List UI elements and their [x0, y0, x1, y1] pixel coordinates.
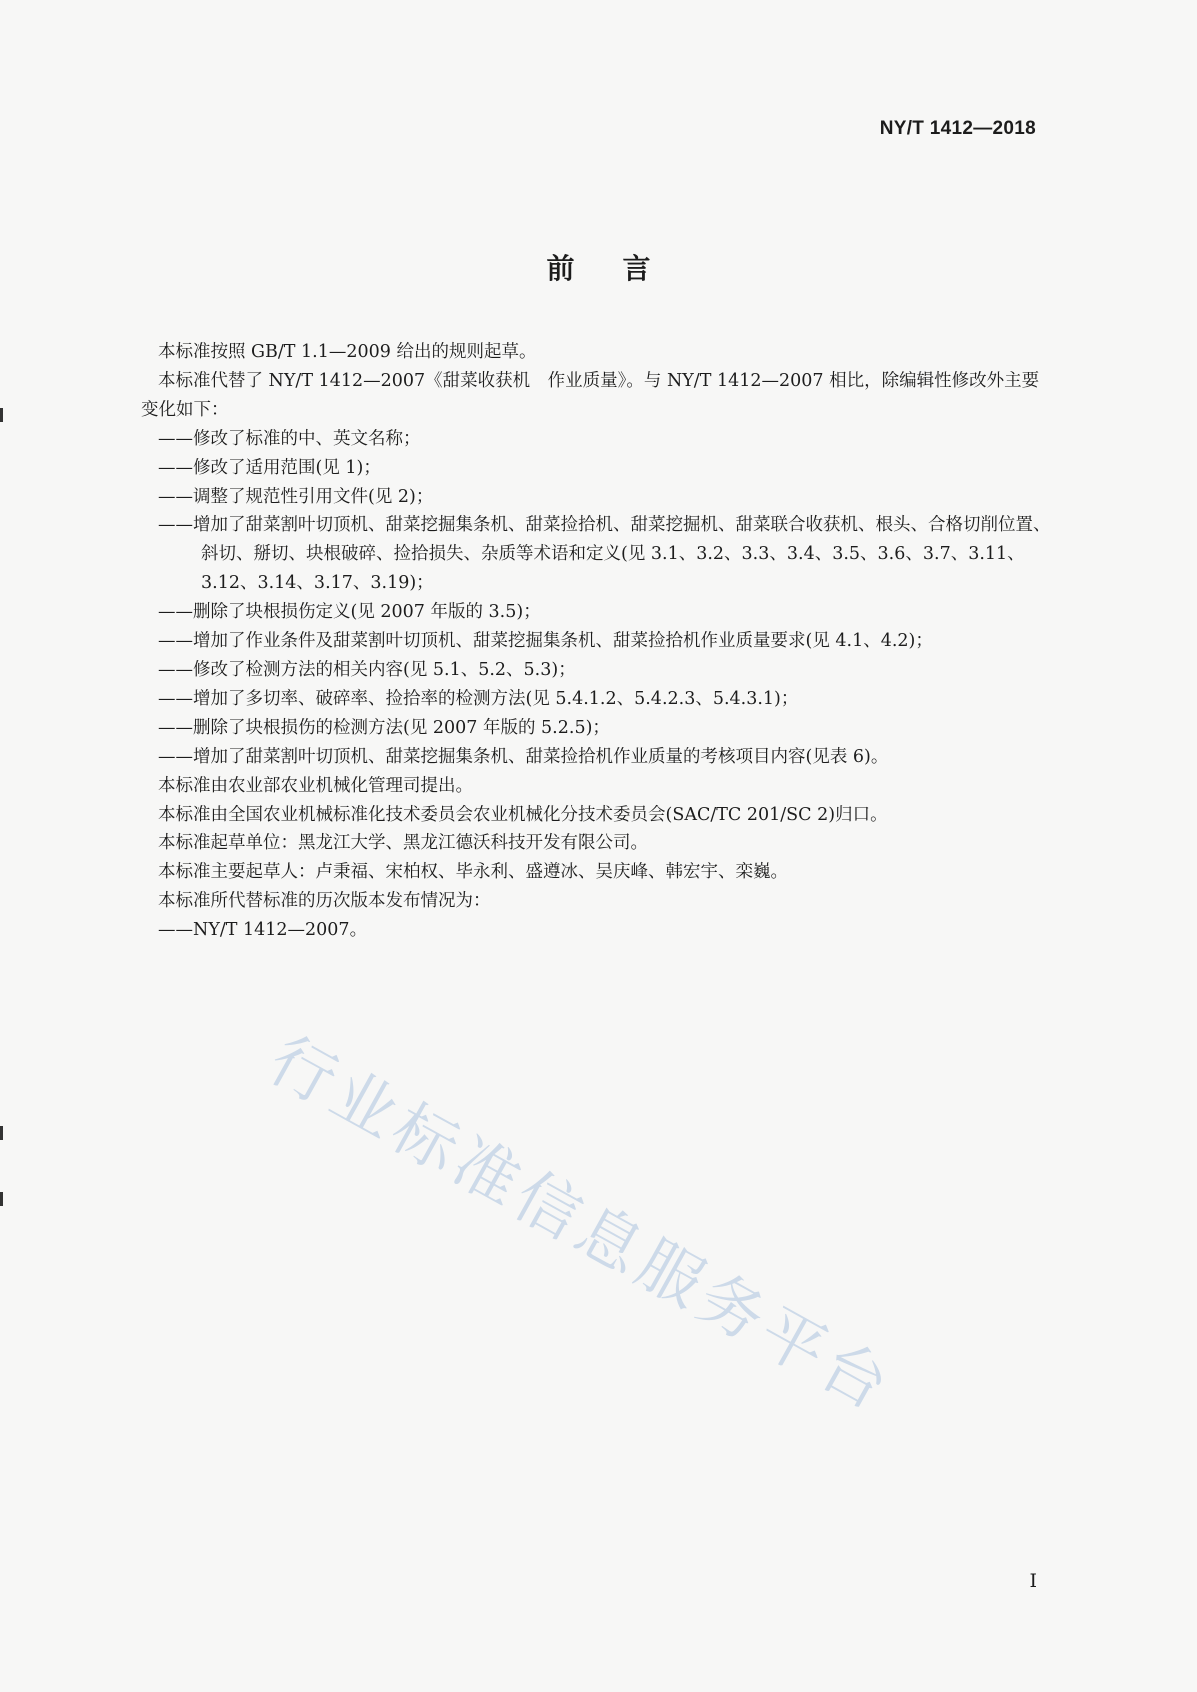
page-title: 前言: [546, 252, 699, 285]
foreword-body: [141, 338, 1056, 945]
scan-edge-mark: [0, 1192, 3, 1206]
change-item: ——增加了作业条件及甜菜割叶切顶机、甜菜挖掘集条机、甜菜捡拾机作业质量要求(见 4.1、4.2)；: [158, 631, 933, 652]
watermark: 行业标准信息服务平台: [256, 1023, 905, 1428]
change-item: ——增加了甜菜割叶切顶机、甜菜挖掘集条机、甜菜捡拾机、甜菜挖掘机、甜菜联合收获机、根头、合格切削位置、斜切、掰切、块根破碎、捡拾损失、杂质等术语和定义(见 3.1、3.2、3.3、3.4、3.5、3.6、3.7、3.11、3.12、3.14、3.17、3.19)；: [158, 515, 1051, 594]
change-item: ——增加了多切率、破碎率、捡拾率的检测方法(见 5.4.1.2、5.4.2.3、5.4.3.1)；: [158, 688, 799, 709]
paragraph-drafting-rules: 本标准按照 GB/T 1.1—2009 给出的规则起草。: [158, 342, 537, 362]
history-item: ——NY/T 1412—2007。: [158, 920, 368, 941]
paragraph-drafting-units: 本标准起草单位：黑龙江大学、黑龙江德沃科技开发有限公司。: [158, 833, 648, 854]
change-item: ——删除了块根损伤的检测方法(见 2007 年版的 5.2.5)；: [158, 717, 610, 738]
page-number: I: [1029, 1570, 1037, 1592]
paragraph-history-intro: 本标准所代替标准的历次版本发布情况为：: [158, 891, 491, 912]
change-item: ——删除了块根损伤定义(见 2007 年版的 3.5)；: [158, 602, 541, 623]
change-item: ——修改了检测方法的相关内容(见 5.1、5.2、5.3)；: [158, 659, 576, 680]
standard-code: NY/T 1412—2018: [879, 118, 1036, 139]
change-item: ——修改了标准的中、英文名称；: [158, 428, 421, 449]
scan-edge-mark: [0, 1126, 3, 1140]
change-item: ——修改了适用范围(见 1)；: [158, 457, 381, 478]
paragraph-replacement: 本标准代替了 NY/T 1412—2007《甜菜收获机 作业质量》。与 NY/T 1412—2007 相比，除编辑性修改外主要变化如下：: [141, 370, 1040, 420]
paragraph-drafters: 本标准主要起草人：卢秉福、宋柏权、毕永利、盛遵冰、吴庆峰、韩宏宇、栾巍。: [158, 862, 788, 883]
scan-edge-mark: [0, 408, 3, 422]
paragraph-committee: 本标准由全国农业机械标准化技术委员会农业机械化分技术委员会(SAC/TC 201/SC 2)归口。: [158, 804, 888, 825]
change-item: ——调整了规范性引用文件(见 2)；: [158, 486, 434, 507]
change-item: ——增加了甜菜割叶切顶机、甜菜挖掘集条机、甜菜捡拾机作业质量的考核项目内容(见表 6)。: [158, 746, 889, 767]
paragraph-proposer: 本标准由农业部农业机械化管理司提出。: [158, 775, 473, 796]
